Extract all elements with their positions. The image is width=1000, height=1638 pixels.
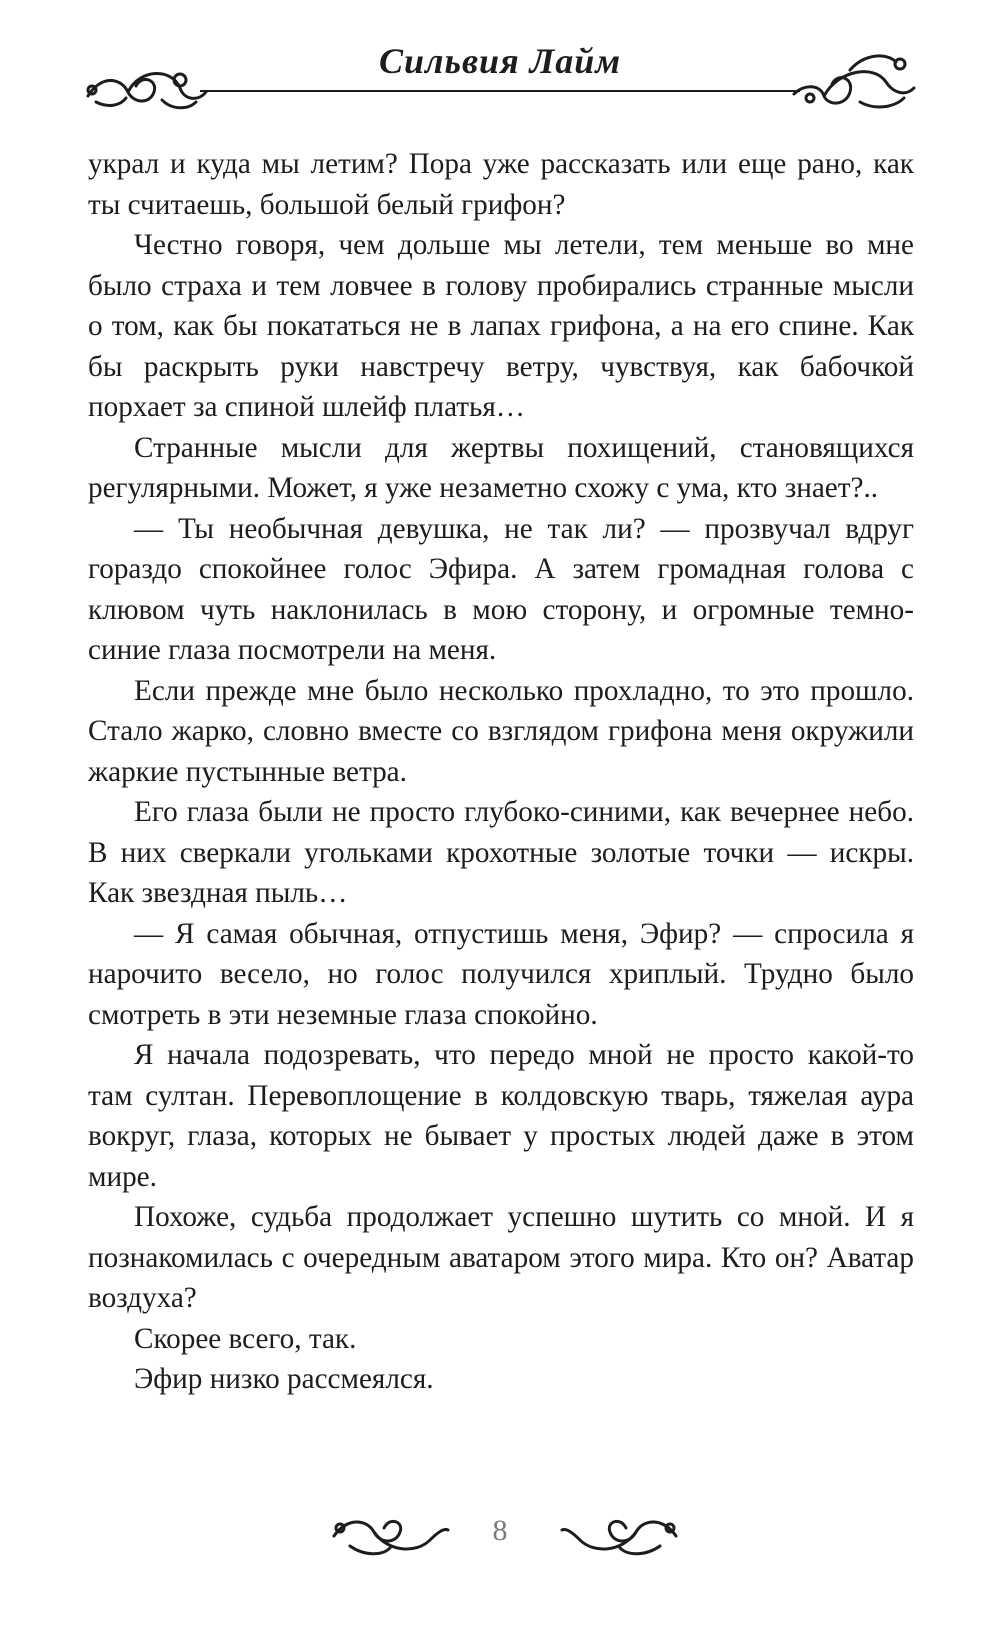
author-name: Сильвия Лайм [379,41,621,81]
paragraph: украл и куда мы летим? Пора уже рассказать или еще рано, как ты считаешь, большой белый грифон? [88,148,914,221]
paragraph: Честно говоря, чем дольше мы летели, тем меньше во мне было страха и тем ловчее в голову пробирались странные мысли о том, как бы покататься не в лапах грифона, а на его спине. Как бы раскрыть руки навстречу ветру, чувствуя, как бабочкой порхает за спиной шлейф платья… [88,229,914,423]
paragraph: — Ты необычная девушка, не так ли? — прозвучал вдруг гораздо спокойнее голос Эфира. А затем громадная голова с клювом чуть наклонилась в мою сторону, и огромные темно-синие глаза посмотрели на меня. [88,512,914,666]
header-rule [200,90,800,92]
flourish-footer-right-icon [560,1506,680,1562]
paragraph: — Я самая обычная, отпустишь меня, Эфир? — спросила я нарочито весело, но голос получился хриплый. Трудно было смотреть в эти неземные глаза спокойно. [88,917,914,1031]
page-footer [0,1500,1000,1570]
paragraph: Я начала подозревать, что передо мной не просто какой-то там султан. Перевоплощение в колдовскую тварь, тяжелая аура вокруг, глаза, которых не бывает у простых людей даже в этом мире. [88,1039,914,1193]
page-number: 8 [492,1514,508,1547]
flourish-footer-left-icon [330,1506,450,1562]
paragraph: Скорее всего, так. [134,1322,357,1355]
paragraph: Странные мысли для жертвы похищений, становящихся регулярными. Может, я уже незаметно схожу с ума, кто знает?.. [88,431,914,504]
page-body [88,144,914,1400]
running-header [80,40,920,110]
paragraph: Его глаза были не просто глубоко-синими, как вечернее небо. В них сверкали угольками крохотные золотые точки — искры. Как звездная пыль… [88,796,914,909]
flourish-right-icon [790,48,920,112]
paragraph: Эфир низко рассмеялся. [134,1363,434,1395]
paragraph: Похоже, судьба продолжает успешно шутить со мной. И я познакомилась с очередным аватаром этого мира. Кто он? Аватар воздуха? [88,1201,914,1314]
paragraph: Если прежде мне было несколько прохладно, то это прошло. Стало жарко, словно вместе со взглядом грифона меня окружили жаркие пустынные ветра. [88,674,914,788]
